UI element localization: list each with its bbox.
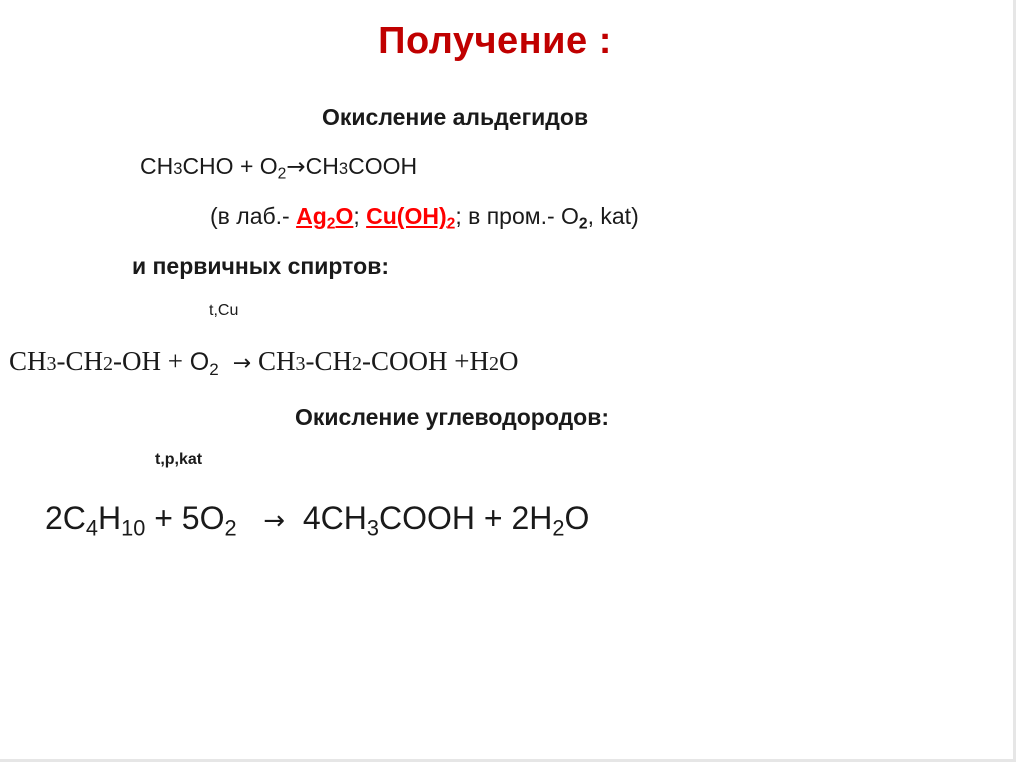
reagent-ag2o: $Ag_2O$: [296, 203, 354, 233]
reaction-arrow: →: [286, 154, 306, 180]
aldehyde-conditions: (в лаб.- $Ag_2O$; $Cu(OH)_2$; в пром.- $O_2$, kat): [210, 203, 639, 233]
alcohol-heading: и первичных спиртов:: [132, 253, 389, 279]
slide-title: Получение :: [378, 20, 612, 62]
alcohol-equation: $CH3-CH2-OH + O_2$ → CH3-CH2-COOH +H2O: [9, 346, 519, 380]
reaction-arrow: →: [263, 506, 286, 536]
alcohol-catalyst: t,Cu: [209, 302, 239, 319]
hydrocarbon-equation: $2C_4H_{10} + 5O_2$ → $4CH_3COOH + 2H_2O$: [45, 500, 590, 541]
aldehyde-heading: Окисление альдегидов: [322, 104, 589, 130]
reaction-arrow: →: [232, 351, 251, 376]
hydrocarbon-catalyst: t,p,kat: [155, 451, 203, 468]
reagent-cuoh2: $Cu(OH)_2$: [366, 203, 456, 233]
aldehyde-equation: $CH3CHO + O_2\to CH3COOH$: [140, 153, 418, 183]
hydrocarbon-heading: Окисление углеводородов:: [295, 404, 610, 430]
